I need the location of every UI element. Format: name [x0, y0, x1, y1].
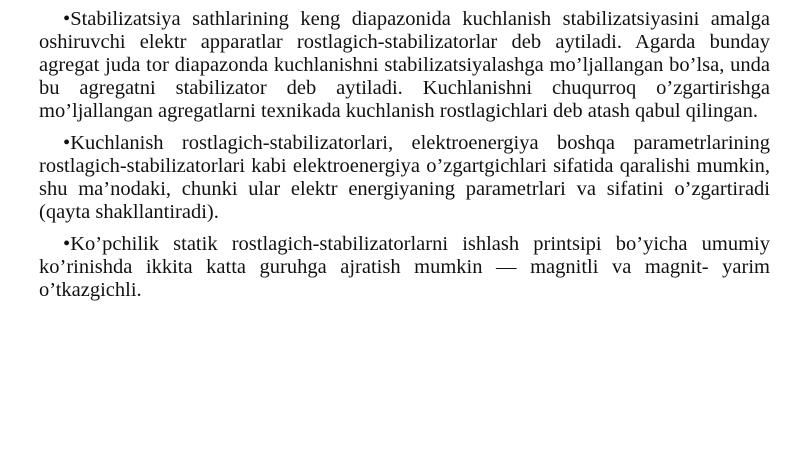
paragraph-1: [39, 8, 770, 123]
paragraph-text: Ko’pchilik statik rostlagich-stabilizatorlarni ishlash printsipi bo’yicha umumiy ko’rinishda ikkita katta guruhga ajratish mumkin — magnitli va magnit- yarim o’tkazgichli.: [39, 233, 770, 301]
bullet-icon: •: [63, 233, 71, 255]
paragraph-text: Stabilizatsiya sathlarining keng diapazonida kuchlanish stabilizatsiyasini amalga oshiruvchi elektr apparatlar rostlagich-stabilizatorlar deb aytiladi. Agarda bunday agregat juda tor diapazonda kuchlanishni stabilizatsiyalashga mo’ljallangan bo’lsa, unda bu agregatni stabilizator deb aytiladi. Kuchlanishni chuqurroq o’zgartirishga mo’ljallangan agregatlarni texnikada kuchlanish rostlagichlari deb atash qabul qilingan.: [39, 8, 770, 122]
paragraph-2: [39, 132, 770, 224]
slide-content: [39, 8, 770, 311]
bullet-icon: •: [63, 8, 71, 30]
paragraph-3: [39, 233, 770, 302]
paragraph-text: Kuchlanish rostlagich-stabilizatorlari, elektroenergiya boshqa parametrlarining rostlagich-stabilizatorlari kabi elektroenergiya o’zgartgichlari sifatida qaralishi mumkin, shu ma’nodaki, chunki ular elektr energiyaning parametrlari va sifatini o’zgartiradi (qayta shakllantiradi).: [39, 132, 770, 223]
bullet-icon: •: [63, 132, 71, 154]
